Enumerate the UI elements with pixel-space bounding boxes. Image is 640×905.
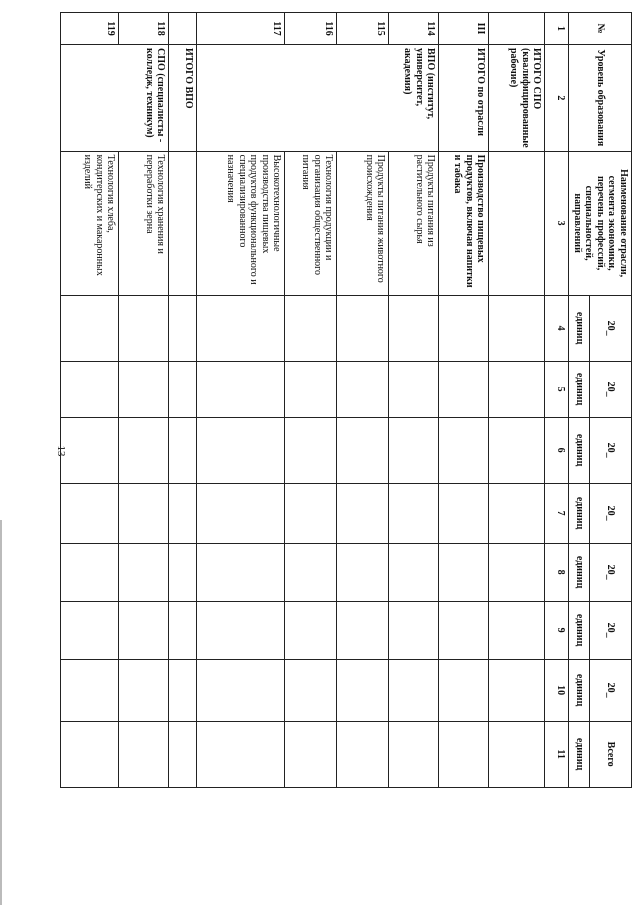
row-number: 117 xyxy=(197,13,285,45)
value-cell xyxy=(197,295,285,361)
value-cell xyxy=(197,483,285,543)
value-cell xyxy=(489,659,545,721)
value-cell xyxy=(61,659,119,721)
header-unit: единиц xyxy=(569,543,589,601)
row-number: 116 xyxy=(285,13,337,45)
page-number: 13 xyxy=(55,445,67,457)
specialty-name: Продукты питания из растительного сырья xyxy=(389,151,439,295)
value-cell xyxy=(169,543,197,601)
table-row xyxy=(169,13,197,788)
value-cell xyxy=(285,601,337,659)
value-cell xyxy=(119,361,169,417)
value-cell xyxy=(439,417,489,483)
value-cell xyxy=(285,543,337,601)
header-name: Наименование отрасли, сегмента экономики, перечень профессий, специальностей, направлений xyxy=(569,151,632,295)
header-unit: единиц xyxy=(569,483,589,543)
table-row xyxy=(119,13,169,788)
value-cell xyxy=(489,543,545,601)
column-index-row xyxy=(545,13,569,788)
value-cell xyxy=(197,361,285,417)
value-cell xyxy=(389,361,439,417)
header-row xyxy=(589,13,631,788)
header-year: 20_ xyxy=(589,601,631,659)
value-cell xyxy=(489,601,545,659)
value-cell xyxy=(61,295,119,361)
table-row xyxy=(489,13,545,788)
value-cell xyxy=(197,543,285,601)
value-cell xyxy=(119,483,169,543)
education-table xyxy=(61,12,633,788)
col-index: 10 xyxy=(545,659,569,721)
value-cell xyxy=(285,295,337,361)
value-cell xyxy=(439,361,489,417)
value-cell xyxy=(285,483,337,543)
value-cell xyxy=(489,721,545,787)
value-cell xyxy=(439,659,489,721)
education-level: ИТОГО по отрасли xyxy=(439,45,489,152)
rotated-page xyxy=(82,0,640,905)
value-cell xyxy=(169,417,197,483)
specialty-name xyxy=(489,151,545,295)
col-index: 9 xyxy=(545,601,569,659)
value-cell xyxy=(337,543,389,601)
col-index: 3 xyxy=(545,151,569,295)
row-number: 118 xyxy=(119,13,169,45)
col-index: 7 xyxy=(545,483,569,543)
value-cell xyxy=(61,483,119,543)
value-cell xyxy=(119,543,169,601)
value-cell xyxy=(337,417,389,483)
value-cell xyxy=(119,659,169,721)
value-cell xyxy=(489,295,545,361)
value-cell xyxy=(439,543,489,601)
header-year: 20_ xyxy=(589,483,631,543)
value-cell xyxy=(197,601,285,659)
value-cell xyxy=(337,721,389,787)
table-body xyxy=(61,13,545,788)
value-cell xyxy=(489,483,545,543)
education-level: ИТОГО СПО (квалифицированные рабочие) xyxy=(489,45,545,152)
col-index: 6 xyxy=(545,417,569,483)
row-number: 119 xyxy=(61,13,119,45)
col-index: 4 xyxy=(545,295,569,361)
row-number: III xyxy=(439,13,489,45)
value-cell xyxy=(337,659,389,721)
header-year: 20_ xyxy=(589,417,631,483)
value-cell xyxy=(389,417,439,483)
specialty-name: Технология продукции и организация общественного питания xyxy=(285,151,337,295)
value-cell xyxy=(489,417,545,483)
value-cell xyxy=(169,483,197,543)
value-cell xyxy=(439,483,489,543)
value-cell xyxy=(169,721,197,787)
value-cell xyxy=(285,659,337,721)
value-cell xyxy=(489,361,545,417)
value-cell xyxy=(389,295,439,361)
value-cell xyxy=(439,721,489,787)
value-cell xyxy=(337,295,389,361)
value-cell xyxy=(337,361,389,417)
specialty-name: Продукты питания животного происхождения xyxy=(337,151,389,295)
scan-edge xyxy=(0,520,2,905)
header-unit: единиц xyxy=(569,721,589,787)
value-cell xyxy=(197,721,285,787)
value-cell xyxy=(197,659,285,721)
education-level: ВПО (институт, университет, академия) xyxy=(197,45,439,152)
value-cell xyxy=(169,361,197,417)
header-num: № xyxy=(569,13,632,45)
value-cell xyxy=(389,601,439,659)
col-index: 1 xyxy=(545,13,569,45)
education-level: СПО (специалисты - колледж, техникум) xyxy=(61,45,169,152)
header-total: Всего xyxy=(589,721,631,787)
value-cell xyxy=(389,721,439,787)
value-cell xyxy=(61,417,119,483)
value-cell xyxy=(389,483,439,543)
header-unit: единиц xyxy=(569,417,589,483)
table-row xyxy=(439,13,489,788)
header-year: 20_ xyxy=(589,295,631,361)
value-cell xyxy=(197,417,285,483)
value-cell xyxy=(119,721,169,787)
value-cell xyxy=(169,659,197,721)
value-cell xyxy=(389,543,439,601)
specialty-name: Технология хлеба, кондитерских и макаронных изделий xyxy=(61,151,119,295)
value-cell xyxy=(61,601,119,659)
col-index: 5 xyxy=(545,361,569,417)
col-index: 2 xyxy=(545,45,569,152)
value-cell xyxy=(389,659,439,721)
value-cell xyxy=(119,417,169,483)
value-cell xyxy=(337,601,389,659)
value-cell xyxy=(285,361,337,417)
value-cell xyxy=(439,295,489,361)
row-number xyxy=(489,13,545,45)
col-index: 8 xyxy=(545,543,569,601)
value-cell xyxy=(439,601,489,659)
value-cell xyxy=(285,721,337,787)
education-level: ИТОГО ВПО xyxy=(169,45,197,152)
header-year: 20_ xyxy=(589,543,631,601)
value-cell xyxy=(61,361,119,417)
col-index: 11 xyxy=(545,721,569,787)
value-cell xyxy=(169,601,197,659)
value-cell xyxy=(61,721,119,787)
header-unit: единиц xyxy=(569,361,589,417)
specialty-name: Производство пищевых продуктов, включая напитки и табака xyxy=(439,151,489,295)
row-number xyxy=(169,13,197,45)
header-unit: единиц xyxy=(569,601,589,659)
header-level: Уровень образования xyxy=(569,45,632,152)
specialty-name xyxy=(169,151,197,295)
value-cell xyxy=(169,295,197,361)
value-cell xyxy=(119,601,169,659)
table-row xyxy=(389,13,439,788)
row-number: 115 xyxy=(337,13,389,45)
value-cell xyxy=(337,483,389,543)
header-unit: единиц xyxy=(569,295,589,361)
row-number: 114 xyxy=(389,13,439,45)
header-year: 20_ xyxy=(589,659,631,721)
value-cell xyxy=(61,543,119,601)
specialty-name: Высокотехнологичные производства пищевых продуктов функционального и специализированного назначения xyxy=(197,151,285,295)
specialty-name: Технология хранения и переработки зерна xyxy=(119,151,169,295)
value-cell xyxy=(285,417,337,483)
header-unit: единиц xyxy=(569,659,589,721)
value-cell xyxy=(119,295,169,361)
header-year: 20_ xyxy=(589,361,631,417)
